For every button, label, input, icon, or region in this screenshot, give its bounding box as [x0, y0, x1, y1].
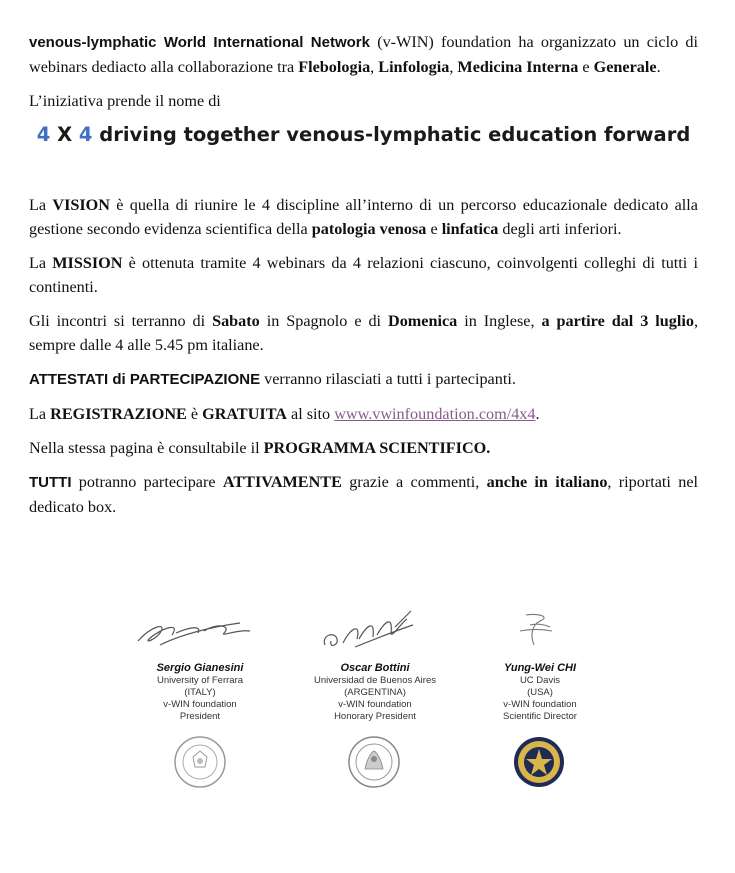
university-of-ferrara-seal-icon [173, 735, 227, 789]
mission-paragraph: La MISSION è ottenuta tramite 4 webinars da 4 relazioni ciascuno, coinvolgenti colleghi di tutti i continenti. [29, 254, 698, 296]
initiative-intro: L’iniziativa prende il nome di [29, 92, 221, 110]
registration-link[interactable]: www.vwinfoundation.com/4x4 [334, 405, 536, 423]
document-body [29, 30, 698, 519]
vision-paragraph: La VISION è quella di riunire le 4 discipline all’interno di un percorso educazionale dedicato alla gestione secondo evidenza scientifica della patologia venosa e linfatica degli arti inferiori. [29, 196, 698, 238]
discipline-medicina-interna: Medicina Interna [457, 58, 579, 76]
discipline-linfologia: Linfologia [378, 58, 450, 76]
handwritten-signature-icon [120, 605, 280, 657]
attestati-paragraph: ATTESTATI di PARTECIPAZIONE verranno rilasciati a tutti i partecipanti. [29, 370, 516, 388]
discipline-generale: Generale [593, 58, 657, 76]
handwritten-signature-icon [460, 605, 620, 657]
org-name: venous-lymphatic World International Network [29, 34, 370, 51]
initiative-title: 4 X 4 driving together venous-lymphatic education forward [36, 123, 691, 146]
registration-paragraph: La REGISTRAZIONE è GRATUITA al sito www.vwinfoundation.com/4x4. [29, 405, 540, 423]
tutti-paragraph: TUTTI potranno partecipare ATTIVAMENTE grazie a commenti, anche in italiano, riportati nel dedicato box. [29, 473, 699, 516]
handwritten-signature-icon [295, 605, 455, 657]
signer-name: Sergio Gianesini [156, 662, 244, 674]
signature-gianesini: Sergio Gianesini University of Ferrara (ITALY) v-WIN foundation President [120, 605, 280, 723]
schedule-paragraph: Gli incontri si terranno di Sabato in Spagnolo e di Domenica in Inglese, a partire dal 3 luglio, sempre dalle 4 alle 5.45 pm italiane. [29, 312, 698, 354]
signatures-block [140, 605, 600, 795]
signer-name: Oscar Bottini [340, 662, 410, 674]
discipline-flebologia: Flebologia [298, 58, 371, 76]
program-paragraph: Nella stessa pagina è consultabile il PROGRAMMA SCIENTIFICO. [29, 439, 491, 457]
universidad-buenos-aires-seal-icon [347, 735, 401, 789]
intro-paragraph: venous-lymphatic World International Network (v-WIN) foundation ha organizzato un ciclo di webinars dediacto alla collaborazione tra Flebologia, Linfologia, Medicina Interna e Generale. [29, 33, 699, 76]
signature-chi: Yung-Wei CHI UC Davis (USA) v-WIN foundation Scientific Director [460, 605, 620, 723]
signer-name: Yung-Wei CHI [503, 662, 577, 674]
uc-davis-seal-icon [512, 735, 566, 789]
signature-bottini: Oscar Bottini Universidad de Buenos Aires (ARGENTINA) v-WIN foundation Honorary President [295, 605, 455, 723]
